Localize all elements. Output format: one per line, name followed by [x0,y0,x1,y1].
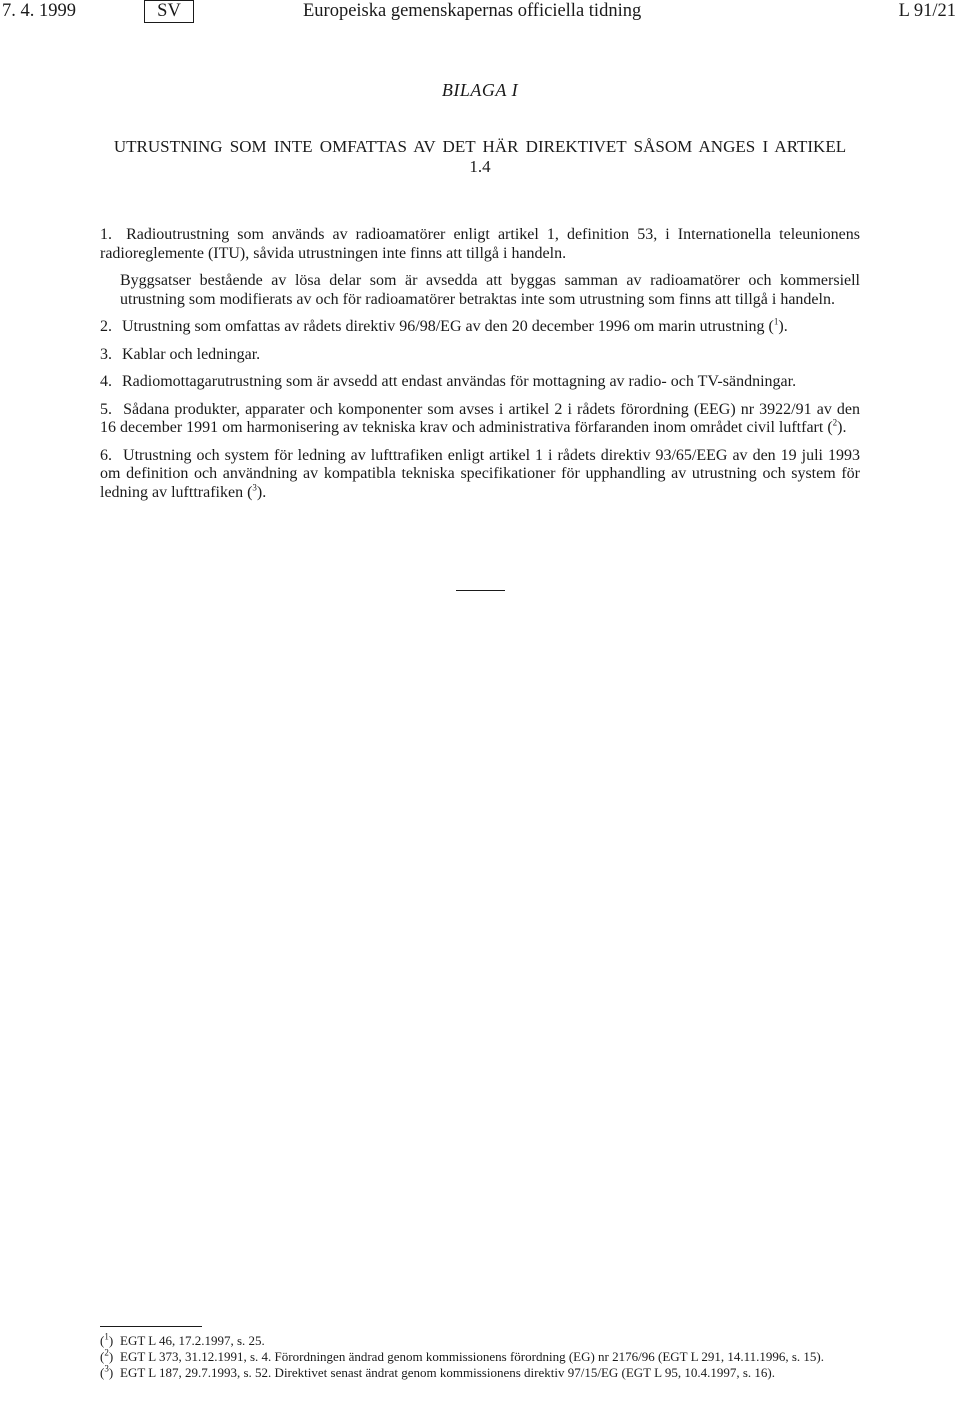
item-number: 2. [100,318,112,335]
list-item [100,447,860,503]
list-item [120,272,860,309]
item-number: 5. [100,400,112,418]
footnote [100,1349,860,1364]
item-text-end: ). [837,419,847,436]
footnote-mark: ($^3$) [100,1363,114,1380]
list-item [100,373,860,392]
footnote-text: EGT L 373, 31.12.1991, s. 4. Förordningen ändrad genom kommissionens förordning (EG) nr 2176/96 (EGT L 291, 14.11.1996, s. 15). [120,1349,824,1364]
annex-item-list [100,226,860,511]
item-number: 3. [100,345,112,363]
footnote-mark: ($^2$) [100,1347,114,1364]
journal-title: Europeiska gemenskapernas officiella tidning [303,1,642,21]
footnote [100,1365,860,1380]
footnote-reference[interactable]: 1 [773,316,779,327]
item-text: Kablar och ledningar. [122,345,261,363]
footnotes [100,1333,860,1381]
item-text: Utrustning och system för ledning av lufttrafiken enligt artikel 1 i rådets direktiv 93/65/EEG av den 19 juli 1993 om definition och användning av kompatibla tekniska specifikationer för upphandling av utrustning och system för ledning av lufttrafiken ( [100,446,861,501]
list-item [100,318,860,337]
page-reference: L 91/21 [898,1,956,21]
annex-label: BILAGA I [441,80,519,100]
footnote-reference[interactable]: 3 [252,482,257,493]
footnote-text: EGT L 46, 17.2.1997, s. 25. [120,1333,265,1348]
item-text-end: ). [256,483,267,501]
item-text: Radiomottagarutrustning som är avsedd att endast användas för mottagning av radio- och TV-sändningar. [122,373,797,390]
footnote-reference[interactable]: 2 [832,417,838,428]
item-text: Radioutrustning som används av radioamatörer enligt artikel 1, definition 53, i Internationella teleunionens radioreglemente (ITU), såvida utrustningen inte finns att tillgå i handeln. [100,226,861,262]
item-text: Byggsatser bestående av lösa delar som är avsedda att byggas samman av radioamatörer och kommersiell utrustning som modifierats av och för radioamatörer betraktas inte som utrustning som finns att tillgå i handeln. [120,272,860,308]
list-item [100,401,860,438]
section-end-rule [456,590,505,591]
publication-date: 7. 4. 1999 [2,1,76,21]
annex-title: UTRUSTNING SOM INTE OMFATTAS AV DET HÄR DIREKTIVET SÅSOM ANGES I ARTIKEL 1.4 [113,137,847,176]
item-number: 1. [100,226,112,243]
item-number: 6. [100,446,112,464]
footnote-text: EGT L 187, 29.7.1993, s. 52. Direktivet senast ändrat genom kommissionens direktiv 97/15/EG (EGT L 95, 10.4.1997, s. 16). [120,1365,775,1380]
footnote-mark: ($^1$) [100,1331,114,1348]
footnote-separator [100,1326,202,1327]
language-code-box: SV [144,0,194,23]
footnote [100,1333,860,1348]
item-text-end: ). [778,318,788,335]
list-item [100,346,860,365]
running-header [0,0,960,26]
item-number: 4. [100,373,112,390]
item-text: Utrustning som omfattas av rådets direktiv 96/98/EG av den 20 december 1996 om marin utrustning ( [122,318,774,335]
list-item [100,226,860,263]
item-text: Sådana produkter, apparater och komponenter som avses i artikel 2 i rådets förordning (EEG) nr 3922/91 av den 16 december 1991 om harmonisering av tekniska krav och administrativa förfaranden inom området civil luftfart ( [100,400,861,436]
